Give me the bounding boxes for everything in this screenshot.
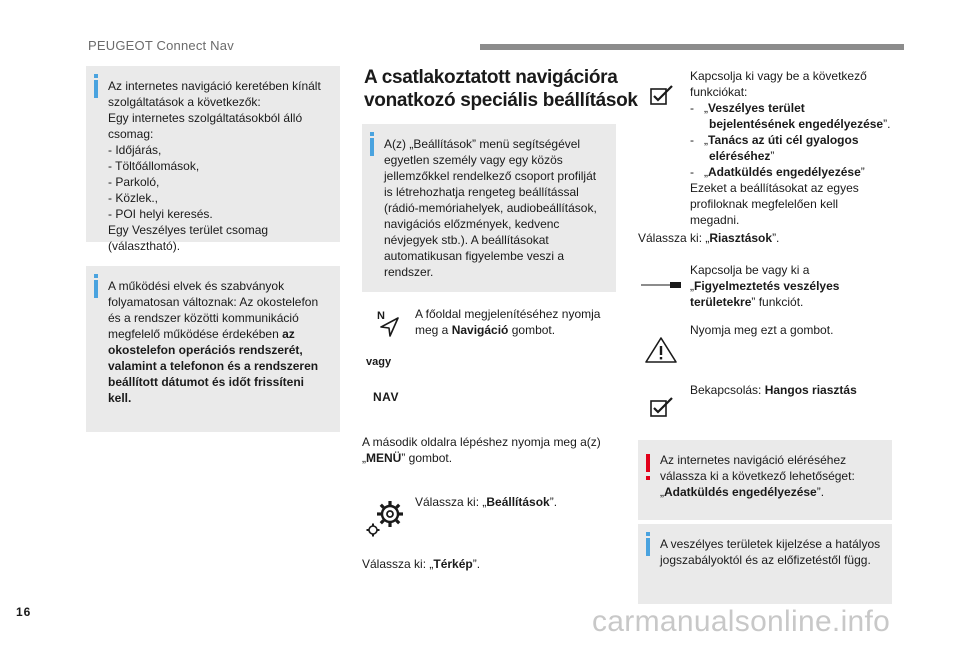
- checkbox-icon: [650, 84, 674, 106]
- warning-box-data-sending: [638, 440, 892, 520]
- navigation-arrow-icon: [378, 316, 400, 338]
- info-box-text: [660, 536, 882, 568]
- list-item: - Töltőállomások,: [108, 159, 200, 173]
- info-icon: [94, 80, 98, 98]
- text-line: A(z) „Beállítások” menü segítségével: [384, 137, 581, 151]
- text-line: [108, 358, 330, 374]
- text-line: [108, 342, 330, 358]
- warning-icon: [646, 454, 650, 472]
- text-line: [690, 294, 900, 310]
- text-span: megfelelő működése érdekében: [108, 327, 279, 341]
- bold-text: Veszélyes terület: [708, 101, 805, 115]
- text-span: -: [690, 165, 694, 179]
- bold-text: Beállítások: [486, 495, 550, 509]
- bold-text: beállított dátumot és időt frissíteni kell.: [108, 375, 305, 405]
- step-press-button: [690, 322, 900, 338]
- checkbox-icon: [650, 396, 674, 418]
- text-span: „: [704, 101, 709, 115]
- text-line: Nyomja meg ezt a gombot.: [690, 323, 834, 337]
- bold-text: az: [282, 327, 295, 341]
- bold-text: Riasztások: [709, 231, 773, 245]
- nav-icon-letter: N: [377, 310, 385, 322]
- info-box-legal: [638, 524, 892, 604]
- text-line: jogszabályoktól és az előfizetéstől függ.: [660, 553, 871, 567]
- text-span: „: [362, 451, 366, 465]
- text-line: [690, 278, 900, 294]
- text-line: Az internetes navigáció eléréséhez: [660, 453, 847, 467]
- bold-text: valamint a telefonon és a rendszeren: [108, 359, 319, 373]
- header-divider: [480, 44, 904, 50]
- warning-box-text: [660, 452, 882, 500]
- text-span: ”.: [472, 557, 481, 571]
- text-line: [108, 326, 330, 342]
- list-item: - Közlek.,: [108, 191, 159, 205]
- text-line: egyetlen személy vagy egy közös: [384, 153, 563, 167]
- text-line: folyamatosan változnak: Az okostelefon: [108, 295, 319, 309]
- text-line: jellemzőkkel rendelkező csoport profilját: [384, 169, 597, 183]
- text-line: A működési elvek és szabványok: [108, 279, 285, 293]
- text-span: ”.: [549, 495, 558, 509]
- text-line: [415, 494, 615, 510]
- bold-text: Tanács az úti cél gyalogos: [708, 133, 859, 147]
- bold-text: területekre: [690, 295, 752, 309]
- section-title: [364, 66, 638, 112]
- text-line: automatikusan figyelembe veszi a: [384, 249, 565, 263]
- text-span: „: [704, 133, 709, 147]
- text-line: [108, 374, 330, 406]
- section-title-line: vonatkozó speciális beállítások: [364, 90, 638, 111]
- info-icon: [94, 280, 98, 298]
- text-span: Bekapcsolás:: [690, 383, 765, 397]
- text-span: ”.: [816, 485, 825, 499]
- text-line: A veszélyes területek kijelzése a hatályos: [660, 537, 881, 551]
- text-span: gombot.: [508, 323, 556, 337]
- text-span: -: [690, 133, 694, 147]
- text-span: ”.: [883, 117, 891, 131]
- step-sound-alert: [690, 382, 900, 398]
- info-box-text: [108, 278, 330, 406]
- bold-text: bejelentésének engedélyezése: [709, 117, 884, 131]
- bold-text: MENÜ: [366, 451, 402, 465]
- text-line: [362, 450, 616, 466]
- bold-text: Hangos riasztás: [764, 383, 857, 397]
- text-span: ”: [860, 165, 865, 179]
- text-span: „: [704, 165, 709, 179]
- text-line: navigációs előzmények, kedvenc: [384, 217, 560, 231]
- text-span: -: [690, 101, 694, 115]
- bold-text: eléréséhez: [709, 149, 771, 163]
- text-line: [415, 322, 615, 338]
- step-alerts: [638, 230, 898, 246]
- list-item: [690, 148, 900, 164]
- bold-text: okostelefon operációs rendszerét,: [108, 343, 303, 357]
- text-line: funkciókat:: [690, 85, 748, 99]
- text-line: szolgáltatások a következők:: [108, 95, 261, 109]
- list-item: [690, 100, 900, 116]
- step-map: [362, 556, 616, 572]
- text-line: névjegyek stb.). A beállításokat: [384, 233, 549, 247]
- text-span: ” funkciót.: [751, 295, 804, 309]
- text-line: Ezeket a beállításokat az egyes: [690, 181, 859, 195]
- text-span: meg a: [415, 323, 452, 337]
- list-item: - Időjárás,: [108, 143, 162, 157]
- text-line: profiloknak megfelelően kell: [690, 197, 839, 211]
- text-span: Válassza ki: „: [362, 557, 434, 571]
- info-box-text: [384, 136, 606, 280]
- text-line: Egy internetes szolgáltatásokból álló: [108, 111, 303, 125]
- list-item: - POI helyi keresés.: [108, 207, 213, 221]
- list-item: [690, 132, 900, 148]
- text-span: ”.: [772, 231, 780, 245]
- step-toggle-functions: [690, 68, 900, 228]
- bold-text: Figyelmeztetés veszélyes: [694, 279, 840, 293]
- text-line: [690, 382, 900, 398]
- text-line: Egy Veszélyes terület csomag (választható).: [108, 223, 269, 253]
- info-box-text: [108, 78, 330, 254]
- bold-text: Adatküldés engedélyezése: [664, 485, 817, 499]
- header-title: PEUGEOT Connect Nav: [88, 38, 234, 53]
- bold-text: Navigáció: [451, 323, 509, 337]
- text-line: A második oldalra lépéshez nyomja meg a(z): [362, 435, 601, 449]
- text-span: ”: [770, 149, 775, 163]
- warning-triangle-icon: [644, 336, 678, 364]
- text-span: „: [690, 279, 694, 293]
- text-span: Válassza ki: „: [415, 495, 487, 509]
- text-line: Kapcsolja ki vagy be a következő: [690, 69, 867, 83]
- section-title-line: A csatlakoztatott navigációra: [364, 67, 618, 88]
- info-box-standards: [86, 266, 340, 432]
- list-item: [690, 116, 900, 132]
- nav-button-label: NAV: [373, 390, 399, 404]
- info-icon: [370, 138, 374, 156]
- text-line: [660, 484, 882, 500]
- text-line: is létrehozhatja rengeteg beállítással: [384, 185, 579, 199]
- text-line: (rádió-memóriahelyek, audiobeállítások,: [384, 201, 597, 215]
- text-line: megadni.: [690, 213, 740, 227]
- bold-text: Térkép: [433, 557, 473, 571]
- text-line: rendszer.: [384, 265, 434, 279]
- text-line: [362, 556, 616, 572]
- info-box-profiles: [362, 124, 616, 292]
- text-line: [638, 230, 898, 246]
- text-line: válassza ki a következő lehetőséget:: [660, 469, 855, 483]
- step-navigation: [415, 306, 615, 338]
- text-line: csomag:: [108, 127, 154, 141]
- list-item: [690, 164, 900, 180]
- step-settings: [415, 494, 615, 510]
- bold-text: Adatküldés engedélyezése: [708, 165, 861, 179]
- step-menu: [362, 434, 616, 466]
- text-span: ” gombot.: [401, 451, 453, 465]
- text-span: Válassza ki: „: [638, 231, 710, 245]
- text-line: és a rendszer közötti kommunikáció: [108, 311, 299, 325]
- settings-gear-icon: [364, 498, 406, 540]
- list-item: - Parkoló,: [108, 175, 160, 189]
- toggle-switch-icon: [640, 280, 682, 290]
- text-line: A főoldal megjelenítéséhez nyomja: [415, 307, 601, 321]
- or-label: vagy: [366, 356, 392, 368]
- page-number: 16: [16, 605, 32, 619]
- info-icon: [646, 538, 650, 556]
- text-line: Kapcsolja be vagy ki a: [690, 263, 810, 277]
- watermark: carmanualsonline.info: [592, 605, 891, 638]
- text-line: Az internetes navigáció keretében kínált: [108, 79, 321, 93]
- text-span: „: [660, 485, 664, 499]
- info-box-services: [86, 66, 340, 253]
- step-danger-warning: [690, 262, 900, 310]
